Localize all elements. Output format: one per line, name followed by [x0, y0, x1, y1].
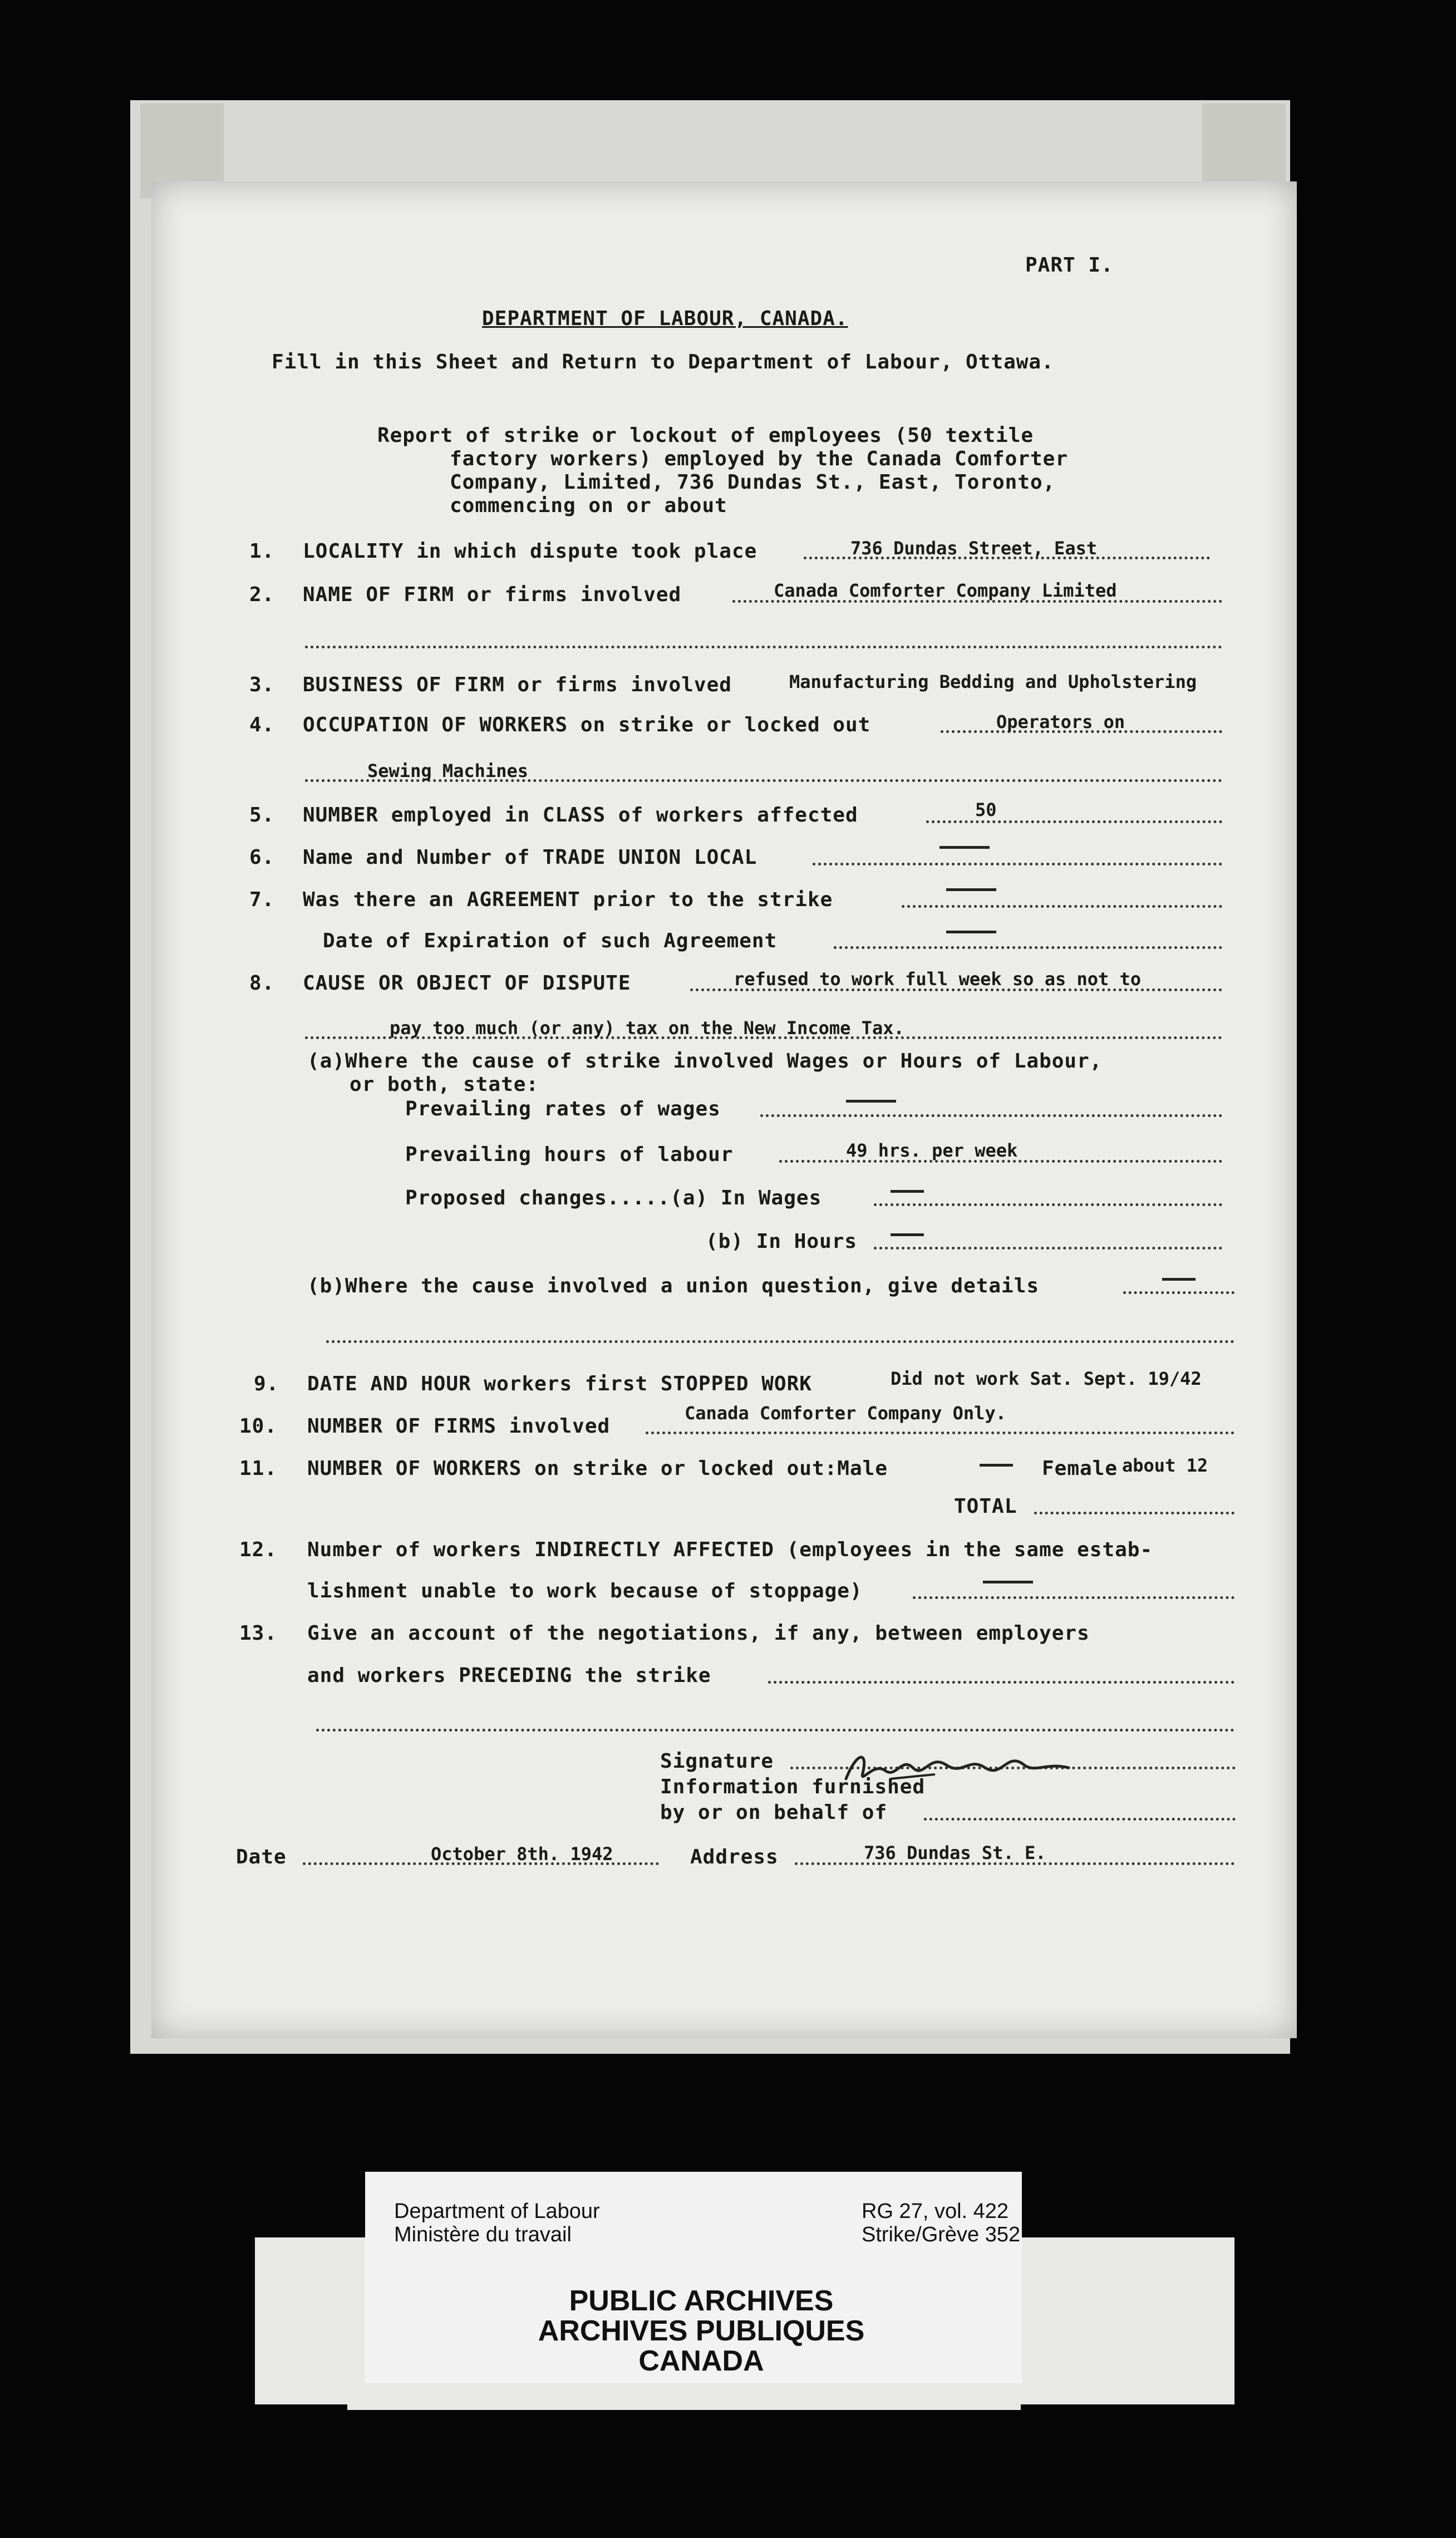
stopped-work-value: Did not work Sat. Sept. 19/42 — [891, 1368, 1202, 1389]
archive-stamp-line-3: CANADA — [638, 2345, 764, 2377]
date-label: Date — [236, 1846, 287, 1868]
union-local-label: Name and Number of TRADE UNION LOCAL — [303, 846, 757, 869]
hours-label: Prevailing hours of labour — [405, 1143, 734, 1166]
negotiations-label: Give an account of the negotiations, if any, between employers — [307, 1622, 1090, 1645]
business-value: Manufacturing Bedding and Upholstering — [789, 671, 1197, 692]
form-heading: DEPARTMENT OF LABOUR, CANADA. — [482, 307, 848, 330]
locality-value: 736 Dundas Street, East — [850, 538, 1098, 559]
fill-line — [646, 1432, 1234, 1434]
archive-label-base — [347, 2382, 1021, 2410]
item-number: 9. — [254, 1373, 279, 1395]
signature-label: Signature — [660, 1750, 774, 1773]
item-number: 11. — [239, 1457, 278, 1480]
firm-name-value: Canada Comforter Company Limited — [774, 580, 1117, 601]
item-number: 8. — [249, 972, 275, 995]
fill-line — [305, 646, 1222, 648]
item-number: 7. — [249, 888, 275, 911]
archive-stamp-line-2: ARCHIVES PUBLIQUES — [538, 2315, 865, 2347]
fill-line — [760, 1114, 1222, 1117]
blank-dash — [1162, 1278, 1196, 1281]
occupation-value-continued: Sewing Machines — [367, 760, 528, 781]
fill-line — [834, 946, 1222, 949]
date-value: October 8th. 1942 — [431, 1843, 613, 1865]
address-label: Address — [690, 1846, 779, 1868]
item-number: 2. — [249, 583, 275, 606]
hours-value: 49 hrs. per week — [846, 1140, 1018, 1161]
blank-dash — [946, 931, 996, 933]
stopped-work-label: DATE AND HOUR workers first STOPPED WORK — [307, 1373, 812, 1395]
item-number: 10. — [239, 1415, 278, 1438]
fill-line — [902, 905, 1222, 908]
business-label: BUSINESS OF FIRM or firms involved — [303, 673, 732, 696]
blank-dash — [980, 1464, 1013, 1467]
workers-on-strike-label: NUMBER OF WORKERS on strike or locked out:Male — [307, 1457, 888, 1480]
number-employed-label: NUMBER employed in CLASS of workers affected — [303, 804, 858, 827]
report-line-3: Company, Limited, 736 Dundas St., East, Toronto, — [450, 471, 1056, 494]
blank-dash — [846, 1100, 896, 1103]
cause-label: CAUSE OR OBJECT OF DISPUTE — [303, 972, 631, 995]
on-behalf-of-label: by or on behalf of — [660, 1801, 888, 1824]
female-label: Female — [1042, 1457, 1118, 1480]
indirectly-affected-label: Number of workers INDIRECTLY AFFECTED (employees in the same estab- — [307, 1538, 1153, 1561]
fill-line — [874, 1247, 1222, 1250]
wages-label: Prevailing rates of wages — [405, 1098, 721, 1120]
fill-line — [813, 863, 1222, 865]
cause-value-continued: pay too much (or any) tax on the New Income Tax. — [390, 1017, 904, 1039]
item-number: 6. — [249, 846, 275, 869]
blank-dash — [891, 1190, 924, 1193]
number-employed-value: 50 — [975, 799, 997, 820]
indirectly-affected-label-continued: lishment unable to work because of stoppage) — [307, 1580, 863, 1602]
archive-dept-en: Department of Labour — [394, 2200, 600, 2223]
wages-hours-question-continued: or both, state: — [350, 1073, 539, 1096]
fill-line — [1034, 1512, 1234, 1514]
blank-dash — [891, 1233, 924, 1236]
locality-label: LOCALITY in which dispute took place — [303, 540, 757, 563]
item-number: 3. — [249, 673, 275, 696]
archive-reference-strike: Strike/Grève 352 — [862, 2223, 1021, 2246]
archive-dept-fr: Ministère du travail — [394, 2223, 572, 2246]
form-instruction: Fill in this Sheet and Return to Department of Labour, Ottawa. — [272, 351, 1054, 373]
report-line-4: commencing on or about — [450, 494, 727, 517]
cause-value: refused to work full week so as not to — [734, 968, 1142, 990]
fill-line — [768, 1681, 1234, 1684]
union-question-label: (b)Where the cause involved a union question, give details — [307, 1275, 1040, 1297]
report-line-2: factory workers) employed by the Canada Comforter — [450, 447, 1069, 470]
proposed-changes-hours-label: (b) In Hours — [706, 1230, 858, 1253]
fill-line — [316, 1729, 1234, 1732]
fill-line — [924, 1818, 1236, 1821]
occupation-value: Operators on — [996, 711, 1125, 732]
firm-name-label: NAME OF FIRM or firms involved — [303, 583, 682, 606]
blank-dash — [983, 1581, 1033, 1583]
occupation-label: OCCUPATION OF WORKERS on strike or locked out — [303, 714, 871, 736]
proposed-changes-wages-label: Proposed changes.....(a) In Wages — [405, 1187, 822, 1209]
address-value: 736 Dundas St. E. — [864, 1842, 1046, 1863]
blank-dash — [939, 846, 990, 849]
fill-line — [874, 1203, 1222, 1206]
archive-stamp-line-1: PUBLIC ARCHIVES — [569, 2285, 834, 2317]
agreement-expiry-label: Date of Expiration of such Agreement — [323, 929, 778, 952]
blank-dash — [946, 888, 996, 891]
part-number: PART I. — [1025, 254, 1114, 277]
item-number: 12. — [239, 1538, 278, 1561]
information-furnished-label: Information furnished — [660, 1775, 926, 1798]
report-line-1: Report of strike or lockout of employees (50 textile — [377, 424, 1034, 447]
wages-hours-question: (a)Where the cause of strike involved Wages or Hours of Labour, — [307, 1050, 1103, 1073]
firms-involved-label: NUMBER OF FIRMS involved — [307, 1415, 611, 1438]
item-number: 4. — [249, 714, 275, 736]
agreement-label: Was there an AGREEMENT prior to the strike — [303, 888, 833, 911]
item-number: 13. — [239, 1622, 278, 1645]
female-count-value: about 12 — [1122, 1455, 1208, 1476]
archive-reference-volume: RG 27, vol. 422 — [862, 2200, 1009, 2223]
fill-line — [1123, 1291, 1234, 1294]
item-number: 5. — [249, 804, 275, 827]
fill-line — [913, 1596, 1234, 1599]
firms-involved-value: Canada Comforter Company Only. — [685, 1403, 1006, 1424]
item-number: 1. — [249, 540, 275, 563]
negotiations-label-continued: and workers PRECEDING the strike — [307, 1664, 711, 1687]
fill-line — [326, 1340, 1234, 1343]
fill-line — [926, 820, 1222, 823]
total-label: TOTAL — [954, 1495, 1017, 1518]
